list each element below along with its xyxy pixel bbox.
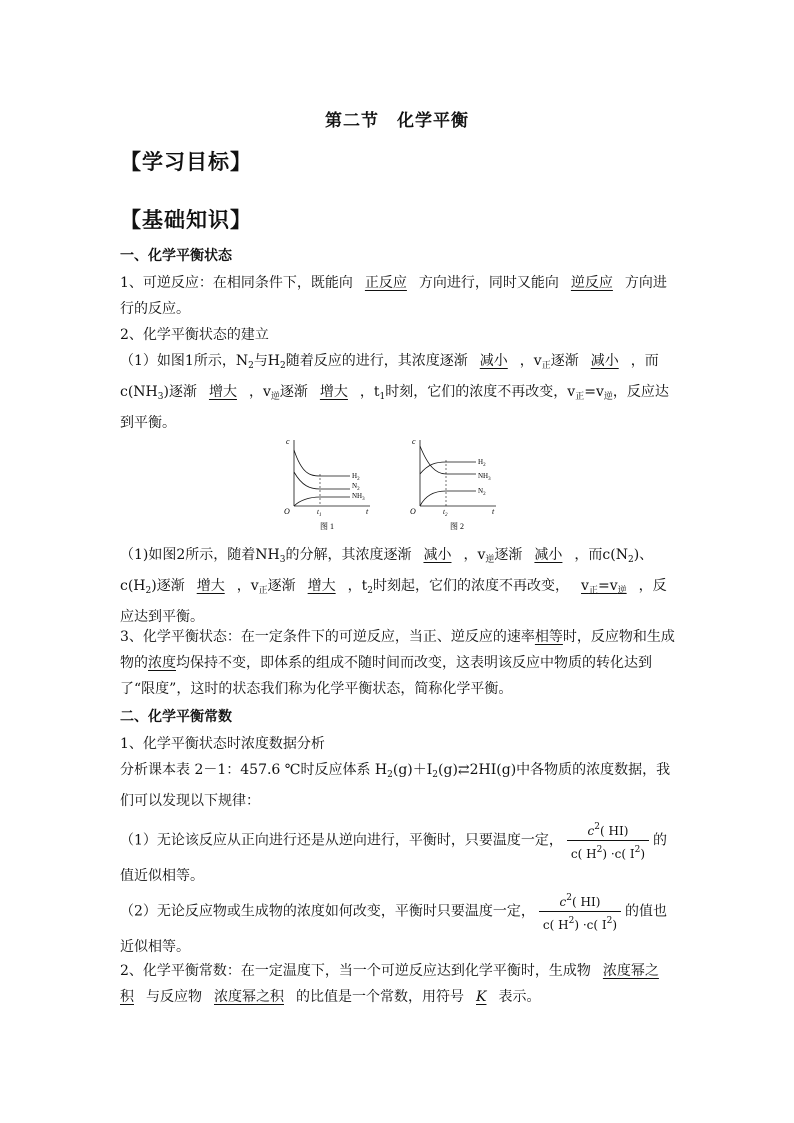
- fraction-expression-2: $\frac{c^2( HI)}{c( H^2) \cdot c( I^2)}$: [539, 889, 621, 934]
- svg-text:NH3: $NH_3$: [478, 472, 491, 482]
- svg-text:O: O: [410, 507, 416, 516]
- blank-increase-2: 增大: [319, 384, 348, 400]
- heading-basic-knowledge: 【基础知识】: [120, 208, 252, 232]
- paragraph-figure2-desc: （1)如图2所示，随着$NH_3$的分解，其浓度逐渐 减小 ，$v_逆$逐渐 减小 ，而$c(N_2)$、$c(H_2)$逐渐 增大 ，$v_正$逐渐 增大 ，$t_2$时刻起，它们的浓度不再改变， $v_正=v_逆$ ，反应达到平衡。: [120, 547, 667, 625]
- curve-h2-fig1: [294, 450, 350, 476]
- blank-forward-reaction: 正反应: [364, 275, 407, 291]
- paragraph-equilibrium-state: 3、化学平衡状态：在一定条件下的可逆反应，当正、逆反应的速率相等时，反应物和生成物的浓度均保持不变，即体系的组成不随时间而改变，这表明该反应中物质的转化达到了“限度”，这时的状态我们称为化学平衡状态，简称化学平衡。: [120, 629, 675, 697]
- curve-n2-fig1: [294, 472, 350, 489]
- blank-decrease-1: 减小: [479, 353, 508, 369]
- svg-text:t: t: [492, 507, 495, 516]
- blank-decrease-3: 减小: [423, 547, 452, 563]
- concentration-figures: [280, 434, 520, 534]
- blank-symbol-k: K: [476, 989, 487, 1005]
- blank-increase-1: 增大: [208, 384, 237, 400]
- svg-text:t: t: [366, 507, 369, 516]
- svg-text:NH3: $NH_3$: [352, 492, 365, 502]
- svg-text:H2: $H_2$: [478, 458, 486, 468]
- blank-reverse-reaction: 逆反应: [570, 275, 613, 291]
- svg-text:O: O: [284, 507, 290, 516]
- svg-text:H2: $H_2$: [352, 472, 360, 482]
- paragraph-rule-2: （2）无论反应物或生成物的浓度如何改变，平衡时只要温度一定， $\frac{c^2( HI)}{c( H^2) \cdot c( I^2)}$ 的值也近似相等。: [120, 889, 680, 960]
- underline-concentration: 浓度: [148, 655, 176, 671]
- svg-text:c: c: [286, 437, 290, 446]
- paragraph-reversible-reaction: 1、可逆反应：在相同条件下，既能向 正反应 方向进行，同时又能向 逆反应 方向进行的反应。: [120, 275, 667, 317]
- underline-equal: 相等: [534, 629, 563, 645]
- svg-text:N2: $N_2$: [352, 482, 360, 492]
- curve-nh3-fig2: [420, 446, 476, 474]
- blank-decrease-2: 减小: [590, 353, 619, 369]
- heading-learning-goals: 【学习目标】: [120, 150, 252, 174]
- blank-product-concentration: 浓度幂之积: [120, 963, 659, 1005]
- blank-increase-3: 增大: [196, 578, 225, 594]
- figure-2: [410, 437, 496, 531]
- figure-1: [284, 437, 370, 531]
- paragraph-establishment: 2、化学平衡状态的建立: [120, 327, 269, 343]
- curve-nh3-fig1: [294, 497, 350, 506]
- curve-n2-fig2: [420, 491, 476, 506]
- blank-reactant-concentration: 浓度幂之积: [214, 989, 284, 1005]
- blank-increase-4: 增大: [307, 578, 336, 594]
- page-title: 第二节 化学平衡: [325, 111, 469, 131]
- figure2-caption: 图 2: [450, 522, 464, 531]
- curve-h2-fig2: [420, 462, 476, 474]
- section1-title: 一、化学平衡状态: [120, 248, 232, 264]
- paragraph-rule-1: （1）无论该反应从正向进行还是从逆向进行，平衡时，只要温度一定， $\frac{c^2( HI)}{c( H^2) \cdot c( I^2)}$ 的值近似相等。: [120, 818, 680, 889]
- svg-text:t1: $t_1$: [317, 508, 322, 518]
- blank-decrease-4: 减小: [534, 547, 563, 563]
- fraction-expression-1: $\frac{c^2( HI)}{c( H^2) \cdot c( I^2)}$: [567, 818, 649, 863]
- blank-rate-equal: $v_正=v_逆$: [581, 578, 627, 596]
- paragraph-equilibrium-constant: 2、化学平衡常数：在一定温度下，当一个可逆反应达到化学平衡时，生成物 浓度幂之积 与反应物 浓度幂之积 的比值是一个常数，用符号 K 表示。: [120, 963, 659, 1005]
- paragraph-table-analysis: 分析课本表 2－1：457.6 ℃时反应体系 $H_2(g)+I_2(g)⇄2HI(g)$中各物质的浓度数据，我们可以发现以下规律：: [120, 762, 671, 809]
- svg-text:t2: $t_2$: [443, 508, 448, 518]
- svg-text:c: c: [412, 437, 416, 446]
- figure1-caption: 图 1: [320, 522, 334, 531]
- paragraph-data-analysis: 1、化学平衡状态时浓度数据分析: [120, 736, 325, 752]
- paragraph-figure1-desc: （1）如图1所示，$N_2$与$H_2$随着反应的进行，其浓度逐渐 减小 ，$v_正$逐渐 减小 ，而$c(NH_3)$逐渐 增大 ，$v_逆$逐渐 增大 ，$t_1$时刻，它们的浓度不再改变，$v_正=v_逆$，反应达到平衡。: [120, 353, 669, 431]
- section2-title: 二、化学平衡常数: [120, 709, 232, 725]
- svg-text:N2: $N_2$: [478, 487, 486, 497]
